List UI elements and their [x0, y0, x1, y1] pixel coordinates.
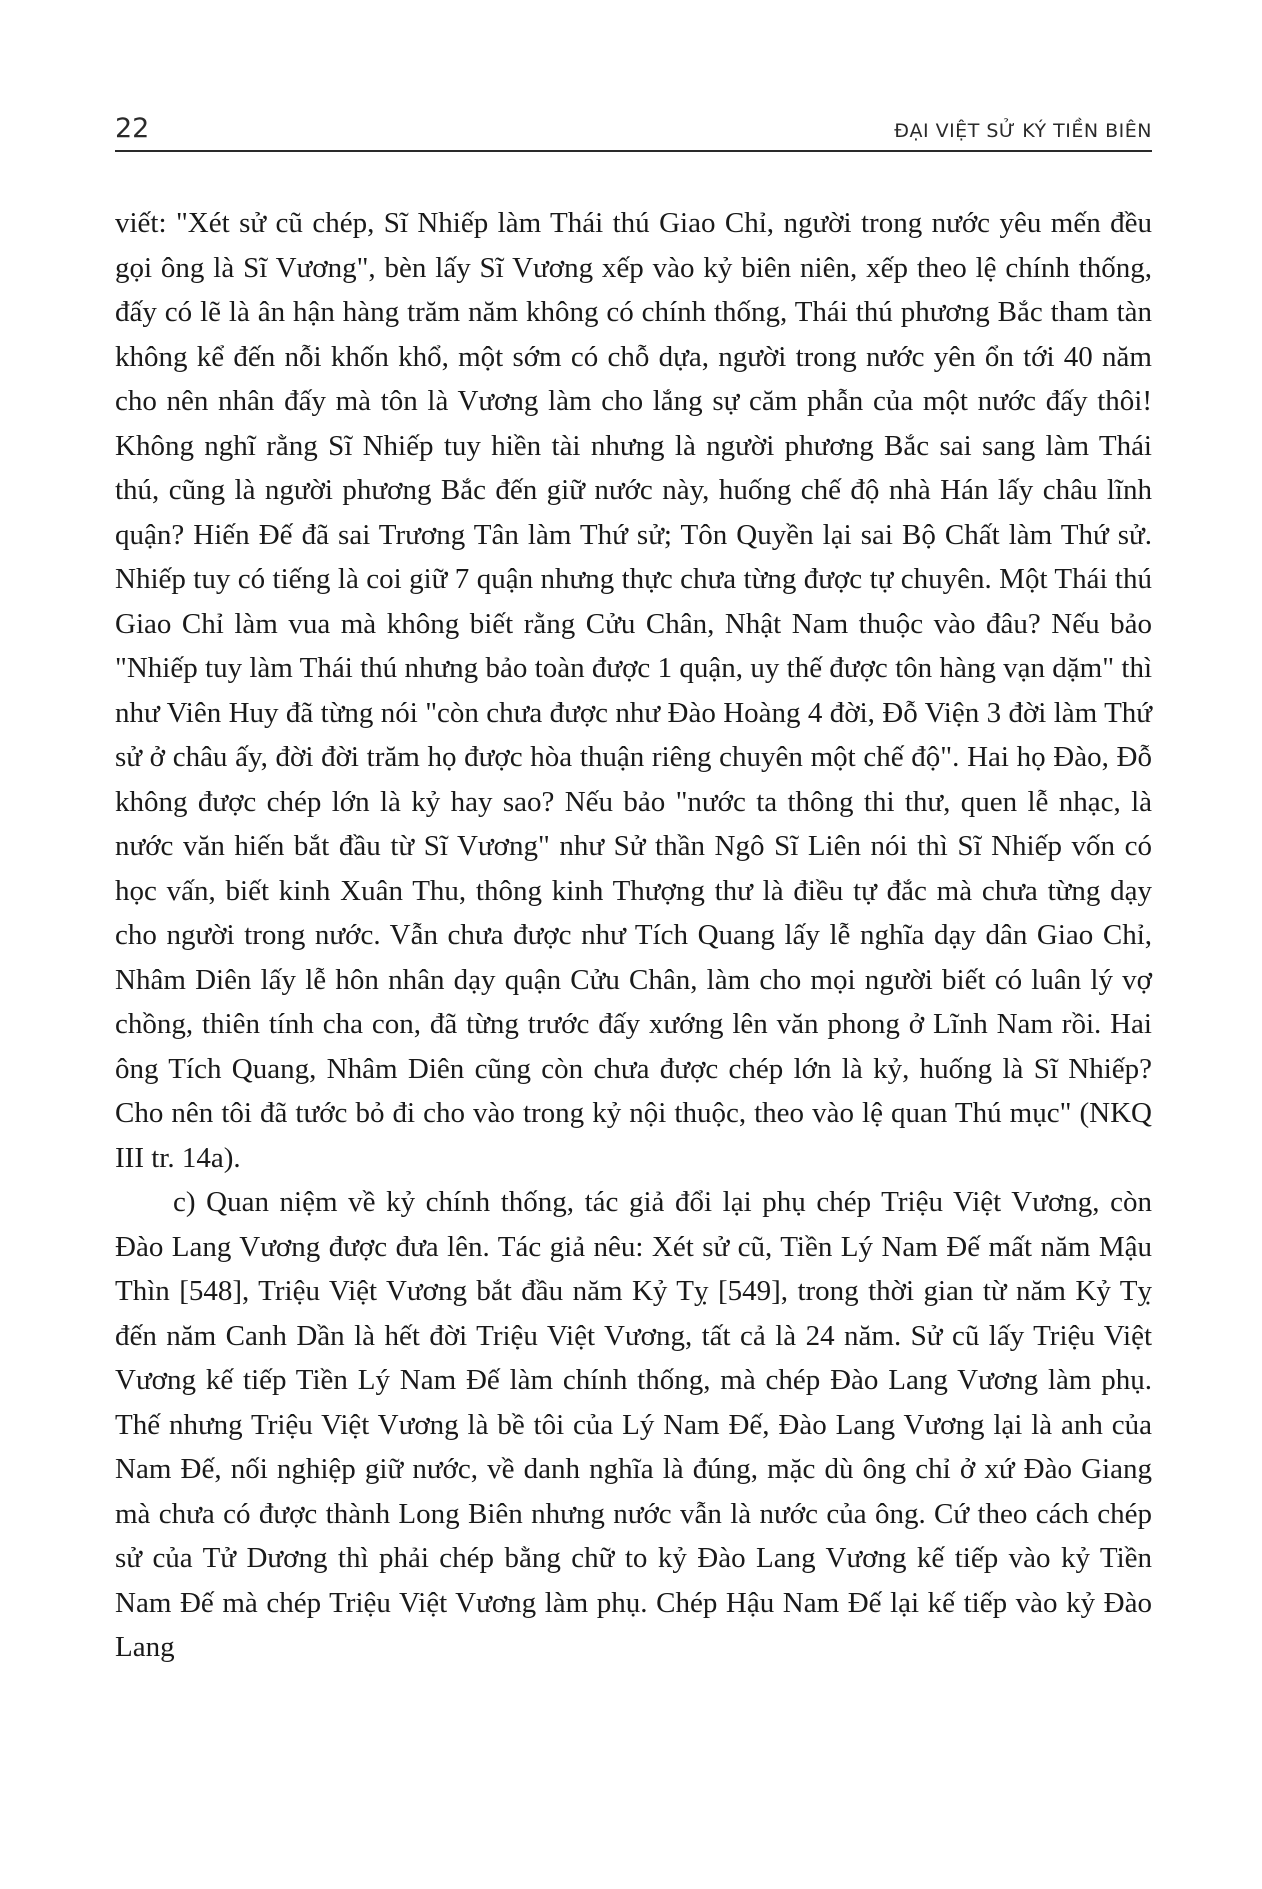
- body-text: [115, 201, 1152, 1670]
- running-title: ĐẠI VIỆT SỬ KÝ TIỀN BIÊN: [894, 120, 1152, 142]
- page-number: 22: [115, 113, 150, 144]
- page-header: [115, 108, 1152, 152]
- paragraph-2: c) Quan niệm về kỷ chính thống, tác giả đổi lại phụ chép Triệu Việt Vương, còn Đào Lang Vương được đưa lên. Tác giả nêu: Xét sử cũ, Tiền Lý Nam Đế mất năm Mậu Thìn [548], Triệu Việt Vương bắt đầu năm Kỷ Tỵ [549], trong thời gian từ năm Kỷ Tỵ đến năm Canh Dần là hết đời Triệu Việt Vương, tất cả là 24 năm. Sử cũ lấy Triệu Việt Vương kế tiếp Tiền Lý Nam Đế làm chính thống, mà chép Đào Lang Vương làm phụ. Thế nhưng Triệu Việt Vương là bề tôi của Lý Nam Đế, Đào Lang Vương lại là anh của Nam Đế, nối nghiệp giữ nước, về danh nghĩa là đúng, mặc dù ông chỉ ở xứ Đào Giang mà chưa có được thành Long Biên nhưng nước vẫn là nước của ông. Cứ theo cách chép sử của Tử Dương thì phải chép bằng chữ to kỷ Đào Lang Vương kế tiếp vào kỷ Tiền Nam Đế mà chép Triệu Việt Vương làm phụ. Chép Hậu Nam Đế lại kế tiếp vào kỷ Đào Lang: [115, 1186, 1152, 1663]
- paragraph-1: viết: "Xét sử cũ chép, Sĩ Nhiếp làm Thái thú Giao Chỉ, người trong nước yêu mến đều gọi ông là Sĩ Vương", bèn lấy Sĩ Vương xếp vào kỷ biên niên, xếp theo lệ chính thống, đấy có lẽ là ân hận hàng trăm năm không có chính thống, Thái thú phương Bắc tham tàn không kể đến nỗi khốn khổ, một sớm có chỗ dựa, người trong nước yên ổn tới 40 năm cho nên nhân đấy mà tôn là Vương làm cho lắng sự căm phẫn của một nước đấy thôi! Không nghĩ rằng Sĩ Nhiếp tuy hiền tài nhưng là người phương Bắc sai sang làm Thái thú, cũng là người phương Bắc đến giữ nước này, huống chế độ nhà Hán lấy châu lĩnh quận? Hiến Đế đã sai Trương Tân làm Thứ sử; Tôn Quyền lại sai Bộ Chất làm Thứ sử. Nhiếp tuy có tiếng là coi giữ 7 quận nhưng thực chưa từng được tự chuyên. Một Thái thú Giao Chỉ làm vua mà không biết rằng Cửu Chân, Nhật Nam thuộc vào đâu? Nếu bảo "Nhiếp tuy làm Thái thú nhưng bảo toàn được 1 quận, uy thế được tôn hàng vạn dặm" thì như Viên Huy đã từng nói "còn chưa được như Đào Hoàng 4 đời, Đỗ Viện 3 đời làm Thứ sử ở châu ấy, đời đời trăm họ được hòa thuận riêng chuyên một chế độ". Hai họ Đào, Đỗ không được chép lớn là kỷ hay sao? Nếu bảo "nước ta thông thi thư, quen lễ nhạc, là nước văn hiến bắt đầu từ Sĩ Vương" như Sử thần Ngô Sĩ Liên nói thì Sĩ Nhiếp vốn có học vấn, biết kinh Xuân Thu, thông kinh Thượng thư là điều tự đắc mà chưa từng dạy cho người trong nước. Vẫn chưa được như Tích Quang lấy lễ nghĩa dạy dân Giao Chỉ, Nhâm Diên lấy lễ hôn nhân dạy quận Cửu Chân, làm cho mọi người biết có luân lý vợ chồng, thiên tính cha con, đã từng trước đấy xướng lên văn phong ở Lĩnh Nam rồi. Hai ông Tích Quang, Nhâm Diên cũng còn chưa được chép lớn là kỷ, huống là Sĩ Nhiếp? Cho nên tôi đã tước bỏ đi cho vào trong kỷ nội thuộc, theo vào lệ quan Thú mục" (NKQ III tr. 14a).: [115, 207, 1152, 1174]
